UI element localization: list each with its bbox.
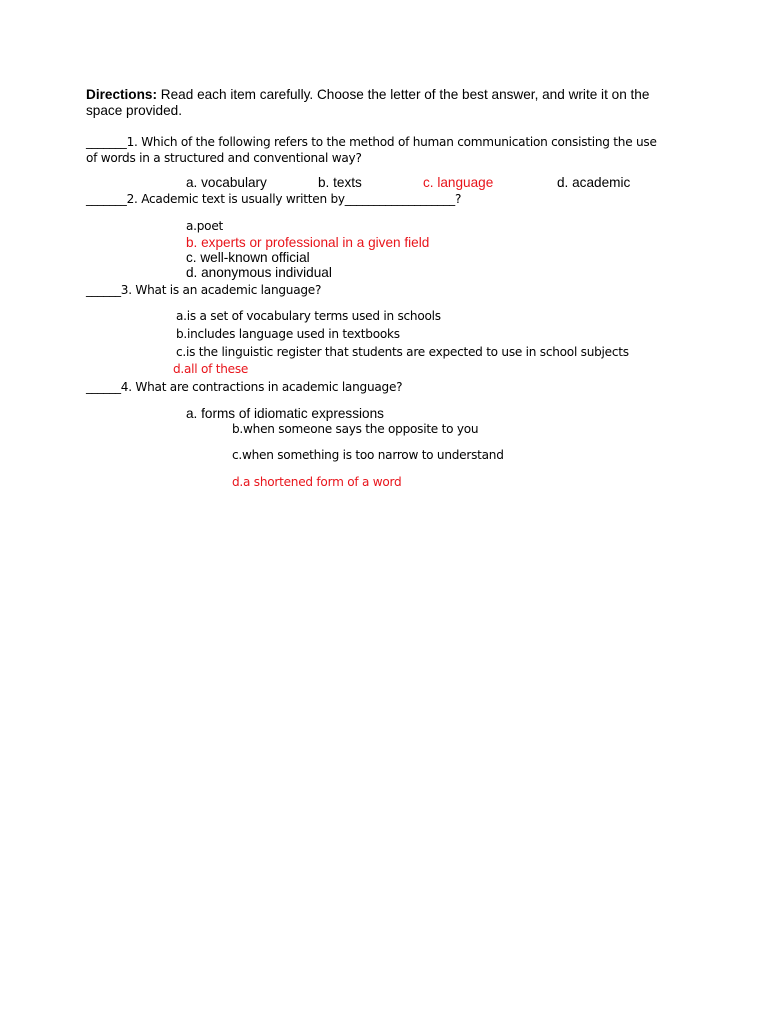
question-3-line-1: ______3. What is an academic language? — [86, 283, 322, 297]
question-2-line-1: _______2. Academic text is usually written by___________________? — [86, 192, 462, 206]
question-2-option-c: c. well-known official — [186, 250, 310, 265]
directions-paragraph — [86, 87, 676, 118]
question-1-option-c-answer: c. language — [423, 175, 494, 190]
question-4-option-c: c.when something is too narrow to understand — [232, 448, 504, 462]
directions-text: Read each item carefully. Choose the letter of the best answer, and write it on the space provided. — [86, 87, 650, 118]
question-4-line-1: ______4. What are contractions in academic language? — [86, 380, 403, 394]
question-3-option-a: a.is a set of vocabulary terms used in schools — [176, 309, 441, 323]
question-1-option-d: d. academic — [557, 175, 631, 190]
question-1-line-1: _______1. Which of the following refers to the method of human communication consisting the use — [86, 135, 657, 149]
question-2-option-b-answer: b. experts or professional in a given field — [186, 235, 430, 250]
question-2-option-a: a.poet — [186, 219, 224, 233]
question-3-option-d-answer: d.all of these — [173, 362, 249, 376]
question-1-line-2: of words in a structured and conventional way? — [86, 151, 362, 165]
directions-label: Directions: — [86, 87, 158, 102]
question-4-option-d-answer: d.a shortened form of a word — [232, 475, 402, 489]
question-2-option-d: d. anonymous individual — [186, 265, 332, 280]
question-3-option-c: c.is the linguistic register that students are expected to use in school subjects — [176, 345, 629, 359]
question-3-option-b: b.includes language used in textbooks — [176, 327, 400, 341]
question-1-option-a: a. vocabulary — [186, 175, 267, 190]
question-1-option-b: b. texts — [318, 175, 362, 190]
question-4-option-b: b.when someone says the opposite to you — [232, 422, 479, 436]
question-4-option-a: a. forms of idiomatic expressions — [186, 406, 384, 421]
